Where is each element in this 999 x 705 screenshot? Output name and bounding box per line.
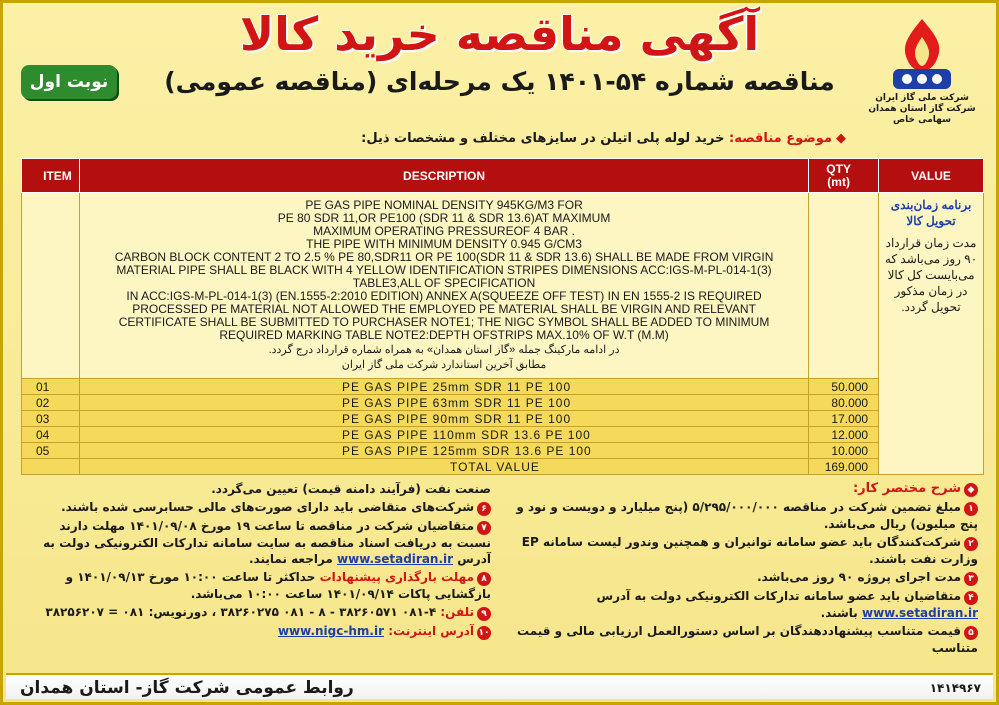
note-item: صنعت نفت (فرآیند دامنه قیمت) تعیین می‌گردد. xyxy=(211,482,491,496)
spec-note-fa: مطابق آخرین استاندارد شرکت ملی گاز ایران xyxy=(341,359,547,371)
row-desc: PE GAS PIPE 90mm SDR 11 PE 100 xyxy=(79,411,808,427)
total-qty: 169.000 xyxy=(809,459,879,475)
spec-line: CARBON BLOCK CONTENT 2 TO 2.5 % PE 80,SDR11 OR PE 100(SDR 11 & SDR 13.6) SHALL BE MADE FROM VIRGIN xyxy=(114,250,774,264)
nigc-link[interactable]: www.nigc-hm.ir xyxy=(277,624,384,638)
delivery-schedule xyxy=(879,193,984,475)
note-item: ۲شرکت‌کنندگان باید عضو سامانه توانیران و همچنین وندور لیست سامانه EP وزارت نفت باشند. xyxy=(521,535,978,566)
note-item: ۶شرکت‌های متقاضی باید دارای صورت‌های مالی حسابرسی شده باشند. xyxy=(21,499,491,516)
row-item: 05 xyxy=(22,443,80,459)
notes-right xyxy=(503,481,978,658)
table-row xyxy=(22,379,984,395)
note-item: ۳مدت اجرای پروژه ۹۰ روز می‌باشد. xyxy=(503,569,978,586)
spec-line: REQUIRED MARKING TABLE NOTE2:DEPTH OFSTRIPS MAX.10% OF W.T (M.M) xyxy=(219,328,669,342)
row-item: 02 xyxy=(22,395,80,411)
note-item: ۵قیمت متناسب پیشنهاددهندگان بر اساس دستورالعمل ارزیابی مالی و قیمت متناسب xyxy=(517,624,978,655)
header-item: ITEM xyxy=(22,159,80,193)
setadiran-link-2[interactable]: www.setadiran.ir xyxy=(337,552,454,566)
web-line: ۱۰آدرس اینترنت: www.nigc-hm.ir xyxy=(277,624,490,638)
header xyxy=(3,3,996,146)
note-item: ۱مبلغ تضمین شرکت در مناقصه ۵/۲۹۵/۰۰۰/۰۰۰ (پنج میلیارد و دویست و نود و پنج میلیون) ریال می‌باشد. xyxy=(516,500,978,531)
notes-title: ◆شرح مختصر کار: xyxy=(503,481,978,497)
row-qty: 50.000 xyxy=(809,379,879,395)
table-row xyxy=(22,427,984,443)
schedule-title: برنامه زمان‌بندی تحویل کالا xyxy=(890,198,972,228)
subject-text: خرید لوله پلی اتیلن در سایزهای مختلف و مشخصات ذیل: xyxy=(361,131,725,146)
header-qty: QTY (mt) xyxy=(809,159,879,193)
spec-note-fa: در ادامه مارکینگ جمله «گاز استان همدان» به همراه شماره قرارداد درج گردد. xyxy=(268,344,620,356)
row-item: 01 xyxy=(22,379,80,395)
spec-line: PE GAS PIPE NOMINAL DENSITY 945KG/M3 FOR xyxy=(305,198,583,212)
row-qty: 80.000 xyxy=(809,395,879,411)
table-row xyxy=(22,411,984,427)
footer xyxy=(6,673,993,699)
row-qty: 12.000 xyxy=(809,427,879,443)
table-header-row xyxy=(22,159,984,193)
spec-line: PE 80 SDR 11,OR PE100 (SDR 11 & SDR 13.6)AT MAXIMUM xyxy=(277,211,611,225)
spec-line: MATERIAL PIPE SHALL BE BLACK WITH 4 YELLOW IDENTIFICATION STRIPES DIMENSIONS ACC:IGS-M-PL-014-1(3) xyxy=(116,263,772,277)
tender-number: مناقصه شماره ۵۴-۱۴۰۱ یک مرحله‌ای (مناقصه عمومی) xyxy=(164,67,835,96)
row-desc: PE GAS PIPE 110mm SDR 13.6 PE 100 xyxy=(79,427,808,443)
schedule-text: مدت زمان قرارداد ۹۰ روز می‌باشد که می‌بایست کل کالا در زمان مذکور تحویل گردد. xyxy=(884,236,978,314)
bullet-icon: ◆ xyxy=(836,131,846,146)
spec-row xyxy=(22,193,984,379)
row-desc: PE GAS PIPE 25mm SDR 11 PE 100 xyxy=(79,379,808,395)
company-logo xyxy=(862,15,982,143)
footer-publisher: روابط عمومی شرکت گاز- استان همدان xyxy=(20,678,354,698)
phone-line: ۹تلفن: ۴-۰۸۱ ۳۸۲۶۰۵۷۱ - ۸ - ۰۸۱ ۳۸۲۶۰۲۷۵ ، دورنویس: ۰۸۱ = ۳۸۲۵۶۲۰۷ xyxy=(21,604,491,621)
specification-table xyxy=(21,158,984,475)
header-value: VALUE xyxy=(879,159,984,193)
spec-line: THE PIPE WITH MINIMUM DENSITY 0.945 G/CM3 xyxy=(306,237,582,251)
page-title: آگهی مناقصه خرید کالا xyxy=(239,7,760,61)
row-qty: 17.000 xyxy=(809,411,879,427)
row-desc: PE GAS PIPE 125mm SDR 13.6 PE 100 xyxy=(79,443,808,459)
row-desc: PE GAS PIPE 63mm SDR 11 PE 100 xyxy=(79,395,808,411)
total-label: TOTAL VALUE xyxy=(79,459,808,475)
notes-section xyxy=(21,481,978,681)
spec-description xyxy=(79,193,808,379)
spec-line: CERTIFICATE SHALL BE SUBMITTED TO PURCHASER NOTE1; THE NIGC SYMBOL SHALL BE ADDED TO MINIMUM xyxy=(118,315,770,329)
round-badge: نوبت اول xyxy=(21,65,117,99)
row-item: 03 xyxy=(22,411,80,427)
notes-left xyxy=(21,481,491,642)
setadiran-link[interactable]: www.setadiran.ir xyxy=(861,606,978,620)
total-row xyxy=(22,459,984,475)
table-row xyxy=(22,395,984,411)
spec-line: IN ACC:IGS-M-PL-014-1(3) (EN.1555-2:2010 EDITION) ANNEX A(SQUEEZE OFF TEST) IN EN 1555-2 IS REQUIRED xyxy=(126,289,762,303)
row-item: 04 xyxy=(22,427,80,443)
logo-line-3: سهامی خاص xyxy=(893,115,951,125)
footer-code: ۱۴۱۴۹۶۷ xyxy=(929,681,981,695)
spec-line: PROCESSED PE MATERIAL NOT ALLOWED THE EMPLOYED PE MATERIAL SHALL BE VIRGIN AND RELEVANT xyxy=(132,302,756,316)
logo-line-1: شرکت ملی گاز ایران xyxy=(875,93,969,103)
note-item: ۴متقاضیان باید عضو سامانه تدارکات الکترونیکی دولت به آدرس www.setadiran.ir باشند. xyxy=(596,589,978,620)
spec-line: TABLE3,ALL OF SPECIFICATION xyxy=(352,276,536,290)
note-item: ۷متقاضیان شرکت در مناقصه تا ساعت ۱۹ مورخ ۱۴۰۱/۰۹/۰۸ مهلت دارند نسبت به دریافت اسناد مناقصه به سایت سامانه تدارکات الکترونیکی دولت به آدرس www.setadiran.ir مراجعه نمایند. xyxy=(43,519,491,566)
subject-label: موضوع مناقصه: xyxy=(729,131,832,146)
bullet-icon: ◆ xyxy=(964,483,978,497)
spec-line: MAXIMUM OPERATING PRESSUREOF 4 BAR . xyxy=(313,224,575,238)
flame-logo-icon xyxy=(887,15,957,93)
tender-subject xyxy=(361,131,846,146)
note-item: ۸مهلت بارگذاری پیشنهادات حداکثر تا ساعت ۱۰:۰۰ مورخ ۱۴۰۱/۰۹/۱۳ و بازگشایی پاکات ۱۴۰۱/۰۹/۱۴ ساعت ۱۰:۰۰ می‌باشد. xyxy=(65,570,491,601)
table-row xyxy=(22,443,984,459)
row-qty: 10.000 xyxy=(809,443,879,459)
logo-line-2: شرکت گاز استان همدان xyxy=(868,104,976,114)
header-description: DESCRIPTION xyxy=(79,159,808,193)
